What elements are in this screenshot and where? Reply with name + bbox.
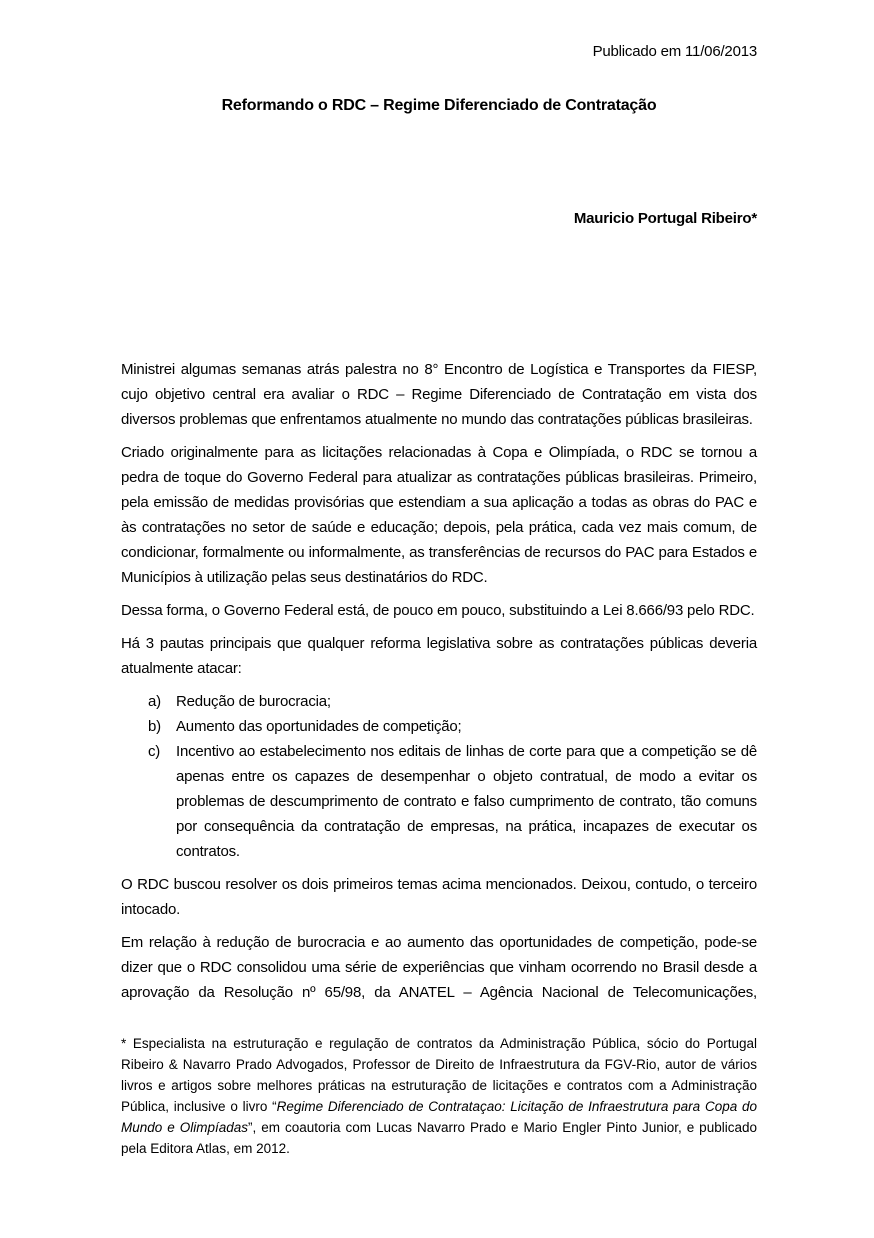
list-item-c [121,739,757,864]
document-title: Reformando o RDC – Regime Diferenciado de Contratação [221,97,657,114]
paragraph-intro-4: Há 3 pautas principais que qualquer reforma legislativa sobre as contratações públicas deveria atualmente atacar: [121,635,757,677]
list-item-b [121,714,757,739]
document-body [121,357,757,1005]
reform-agenda-list [121,689,757,864]
list-item-a-marker: a) [148,693,161,710]
paragraph-intro-3: Dessa forma, o Governo Federal está, de pouco em pouco, substituindo a Lei 8.666/93 pelo RDC. [121,602,755,619]
paragraph-outro-2: Em relação à redução de burocracia e ao aumento das oportunidades de competição, pode-se dizer que o RDC consolidou uma série de experiências que vinham ocorrendo no Brasil desde a aprovação da Resolução nº 65/98, da ANATEL – Agência Nacional de Telecomunicações, [121,934,757,1001]
list-item-a-text: Redução de burocracia; [176,693,331,710]
footnote-text-after: ”, em coautoria com Lucas Navarro Prado e Mario Engler Pinto Junior, e publicado pela Editora Atlas, em 2012. [121,1120,757,1156]
footnote-book-title: Regime Diferenciado de Contrataçao: Licitação de Infraestrutura para Copa do Mundo e Olimpíadas [121,1099,757,1135]
published-date: Publicado em 11/06/2013 [592,43,757,60]
author-byline: Mauricio Portugal Ribeiro* [573,210,757,227]
list-item-b-marker: b) [148,718,161,735]
document-header [121,43,757,229]
footnote [121,1033,757,1159]
paragraph-intro-2: Criado originalmente para as licitações relacionadas à Copa e Olimpíada, o RDC se tornou a pedra de toque do Governo Federal para atualizar as contratações públicas brasileiras. Primeiro, pela emissão de medidas provisórias que estendiam a sua aplicação a todas as obras do PAC e às contratações no setor de saúde e educação; depois, pela prática, cada vez mais comum, de condicionar, formalmente ou informalmente, as transferências de recursos do PAC para Estados e Municípios à utilização pelas seus destinatários do RDC. [121,444,757,586]
list-item-c-text: Incentivo ao estabelecimento nos editais de linhas de corte para que a competição se dê apenas entre os capazes de desempenhar o objeto contratual, de modo a evitar os problemas de descumprimento de contrato e falso cumprimento de contrato, tão comuns por consequência da contratação de empresas, na prática, incapazes de executar os contratos. [176,743,757,860]
list-item-a [121,689,757,714]
footnote-text-before: * Especialista na estruturação e regulação de contratos da Administração Pública, sócio do Portugal Ribeiro & Navarro Prado Advogados, Professor de Direito de Infraestrutura da FGV-Rio, autor de vários livros e artigos sobre melhores práticas na estruturação de licitações e contratos com a Administração Pública, inclusive o livro “ [121,1036,757,1114]
paragraph-intro-1: Ministrei algumas semanas atrás palestra no 8° Encontro de Logística e Transportes da FIESP, cujo objetivo central era avaliar o RDC – Regime Diferenciado de Contratação em vista dos diversos problemas que enfrentamos atualmente no mundo das contratações públicas brasileiras. [121,361,757,428]
paragraph-outro-1: O RDC buscou resolver os dois primeiros temas acima mencionados. Deixou, contudo, o terceiro intocado. [121,876,757,918]
list-item-c-marker: c) [148,743,161,760]
list-item-b-text: Aumento das oportunidades de competição; [176,718,462,735]
